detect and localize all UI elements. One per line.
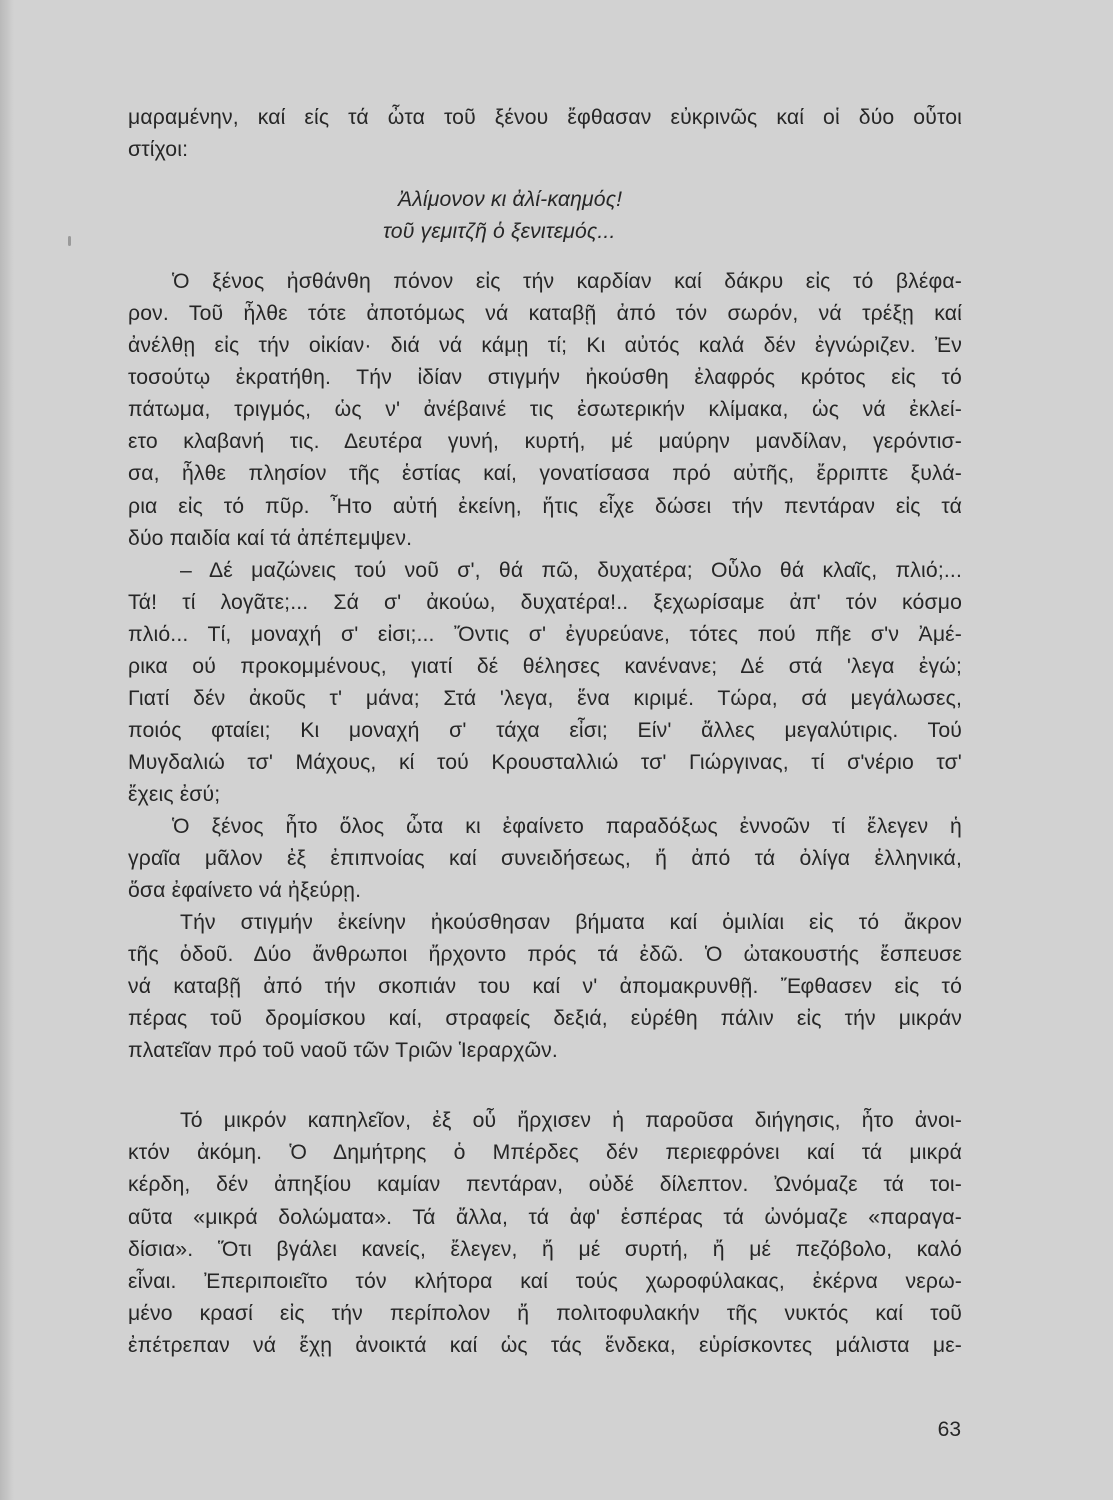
text-line: Ὁ ξένος ἦτο ὅλος ὦτα κι ἐφαίνετο παραδόξως ἐννοῶν τί ἔλεγεν ἡ bbox=[172, 814, 962, 838]
text-line: Τά! τί λογᾶτε;... Σά σ' ἀκούω, δυχατέρα!.. ξεχωρίσαμε ἀπ' τόν κόσμο bbox=[128, 590, 962, 614]
verse-line: Ἀλίμονον κι ἀλί-καημός! bbox=[398, 188, 623, 212]
spacer bbox=[128, 1067, 962, 1105]
text-line: ἔχεις ἐσύ; bbox=[128, 782, 221, 806]
paragraph-1 bbox=[128, 266, 962, 554]
text-line: πέρας τοῦ δρομίσκου καί, στραφείς δεξιά, εὑρέθη πάλιν εἰς τήν μικράν bbox=[128, 1007, 962, 1031]
text-line: Τήν στιγμήν ἐκείνην ἠκούσθησαν βήματα καί ὁμιλίαι εἰς τό ἄκρον bbox=[180, 911, 962, 935]
text-line: πλατεῖαν πρό τοῦ ναοῦ τῶν Τριῶν Ἱεραρχῶν. bbox=[128, 1039, 558, 1063]
text-line: αῦτα «μικρά δολώματα». Τά ἄλλα, τά ἀφ' ἑσπέρας τά ὠνόμαζε «παραγα- bbox=[128, 1205, 962, 1229]
paragraph-5 bbox=[128, 1105, 962, 1361]
text-line: κτόν ἀκόμη. Ὁ Δημήτρης ὁ Μπέρδες δέν περιεφρόνει καί τά μικρά bbox=[128, 1141, 962, 1165]
text-line: δίσια». Ὅτι βγάλει κανείς, ἔλεγεν, ἤ μέ συρτή, ἤ μέ πεζόβολο, καλό bbox=[128, 1237, 962, 1261]
text-line: μαραμένην, καί είς τά ὦτα τοῦ ξένου ἔφθασαν εὐκρινῶς καί οἱ δύο οὗτοι bbox=[128, 106, 962, 129]
text-line: κέρδη, δέν ἀπηξίου καμίαν πεντάραν, οὐδέ δίλεπτον. Ὠνόμαζε τά τοι- bbox=[128, 1173, 962, 1197]
text-line: στίχοι: bbox=[128, 138, 189, 162]
spacer bbox=[128, 248, 962, 266]
verse-line: τοῦ γεμιτζῆ ὁ ξενιτεμός... bbox=[383, 220, 616, 244]
paragraph-4 bbox=[128, 907, 962, 1067]
page-edge-shadow bbox=[0, 0, 14, 1500]
text-line: ἀνέλθῃ εἰς τήν οἰκίαν· διά νά κάμῃ τί; Κι αὐτός καλά δέν ἐγνώριζεν. Ἐν bbox=[128, 334, 962, 358]
text-line: ρικα ού προκομμένους, γιατί δέ θέλησες κανένανε; Δέ στά 'λεγα ἐγώ; bbox=[128, 654, 962, 678]
text-line: εἶναι. Ἐπεριποιεῖτο τόν κλήτορα καί τούς χωροφύλακας, ἐκέρνα νερω- bbox=[128, 1269, 962, 1293]
text-line: μένο κρασί εἰς τήν περίπολον ἤ πολιτοφυλακήν τῆς νυκτός καί τοῦ bbox=[128, 1301, 962, 1325]
text-line: δύο παιδία καί τά ἀπέπεμψεν. bbox=[128, 526, 413, 550]
text-line: γραῖα μᾶλον ἐξ ἐπιπνοίας καί συνειδήσεως, ἤ ἀπό τά ὀλίγα ἑλληνικά, bbox=[128, 847, 962, 871]
text-line: ἐπέτρεπαν νά ἔχῃ ἀνοικτά καί ὡς τάς ἕνδεκα, εὑρίσκοντες μάλιστα με- bbox=[128, 1333, 962, 1357]
text-line: ρια εἰς τό πῦρ. Ἦτο αὐτή ἐκείνη, ἥτις εἶχε δώσει τήν πεντάραν εἰς τά bbox=[128, 494, 962, 518]
paragraph-2-dialogue bbox=[128, 555, 962, 811]
text-line: ετο κλαβανή τις. Δευτέρα γυνή, κυρτή, μέ μαύρην μανδίλαν, γερόντισ- bbox=[128, 430, 962, 454]
text-line: ποιός φταίει; Κι μοναχή σ' τάχα εἶσι; Είν' ἄλλες μεγαλύτιρις. Τού bbox=[128, 718, 962, 742]
text-line: Μυγδαλιώ τσ' Μάχους, κί τού Κρουσταλλιώ τσ' Γιώργινας, τί σ'νέριο τσ' bbox=[128, 750, 962, 774]
text-line: πάτωμα, τριγμός, ὡς ν' ἀνέβαινέ τις ἐσωτερικήν κλίμακα, ὡς νά ἐκλεί- bbox=[128, 398, 962, 422]
text-line: πλιό... Τί, μοναχή σ' εἰσι;... Ὄντις σ' ἐγυρεύανε, τότες πού πῆε σ'ν Ἀμέ- bbox=[128, 622, 962, 646]
paper-mark bbox=[68, 236, 71, 246]
text-line: Γιατί δέν ἀκοῦς τ' μάνα; Στά 'λεγα, ἕνα κιριμέ. Τώρα, σά μεγάλωσες, bbox=[128, 686, 962, 710]
text-line: ὅσα ἐφαίνετο νά ἠξεύρῃ. bbox=[128, 879, 362, 903]
page-number: 63 bbox=[937, 1418, 961, 1441]
spacer bbox=[128, 166, 962, 184]
text-line: τῆς ὁδοῦ. Δύο ἄνθρωποι ἤρχοντο πρός τά ἐδῶ. Ὁ ὠτακουστής ἔσπευσε bbox=[128, 943, 962, 967]
paragraph-3 bbox=[128, 811, 962, 907]
text-line: ρον. Τοῦ ἦλθε τότε ἀποτόμως νά καταβῇ ἀπό τόν σωρόν, νά τρέξῃ καί bbox=[128, 302, 962, 326]
page-body bbox=[128, 102, 962, 1362]
text-line: Ὁ ξένος ἠσθάνθη πόνον εἰς τήν καρδίαν καί δάκρυ εἰς τό βλέφα- bbox=[172, 270, 962, 294]
text-line: τοσούτῳ ἐκρατήθη. Τήν ἰδίαν στιγμήν ἠκούσθη ἐλαφρός κρότος εἰς τό bbox=[128, 366, 962, 390]
text-line: – Δέ μαζώνεις τού νοῦ σ', θά πῶ, δυχατέρα; Οὗλο θά κλαῖς, πλιό;... bbox=[180, 558, 962, 582]
text-line: νά καταβῇ ἀπό τήν σκοπιάν του καί ν' ἀπομακρυνθῇ. Ἔφθασεν εἰς τό bbox=[128, 975, 962, 999]
text-line: Τό μικρόν καπηλεῖον, ἐξ οὗ ἤρχισεν ἡ παροῦσα διήγησις, ἦτο ἀνοι- bbox=[180, 1109, 962, 1133]
text-line: σα, ἦλθε πλησίον τῆς ἑστίας καί, γονατίσασα πρό αὐτῆς, ἔρριπτε ξυλά- bbox=[128, 462, 962, 486]
